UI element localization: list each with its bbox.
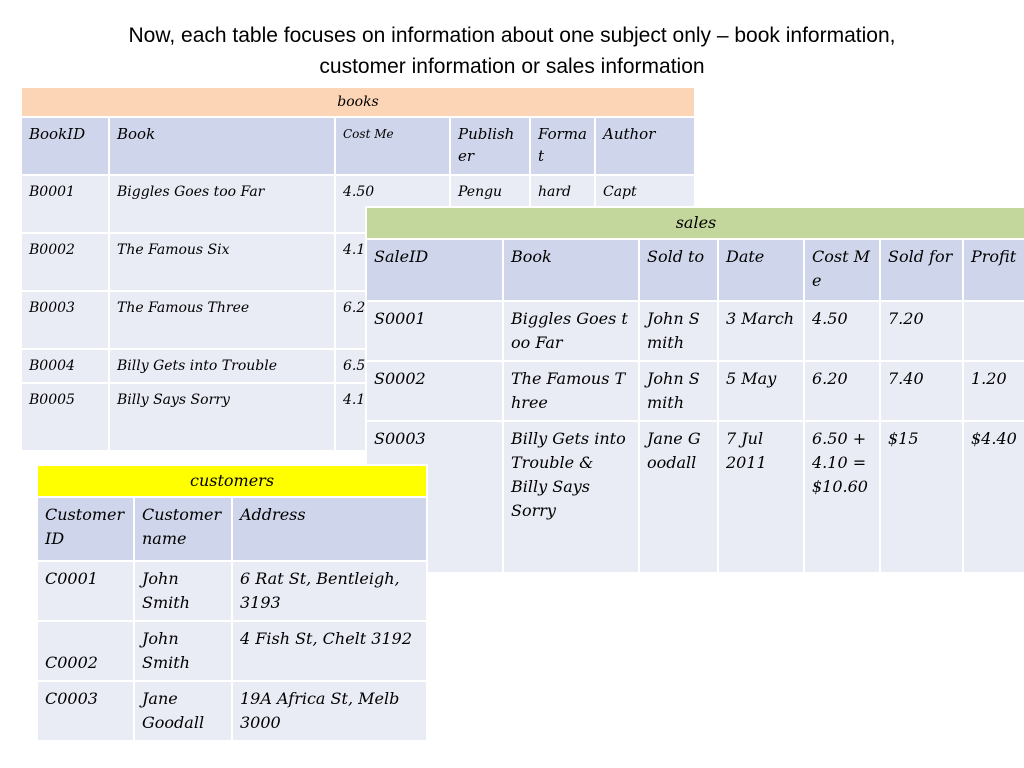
books-header-cell: Cost Me [335, 117, 450, 175]
sales-header-cell: Sold for [880, 239, 963, 301]
sales-cell: Jane Goodall [639, 421, 718, 573]
books-cell: B0001 [21, 175, 109, 233]
sales-header-cell: SaleID [366, 239, 503, 301]
sales-cell: 6.50 + 4.10 = $10.60 [804, 421, 880, 573]
sales-header-cell: Book [503, 239, 639, 301]
books-cell: 4.1 [335, 383, 450, 451]
sales-cell: 6.20 [804, 361, 880, 421]
sales-cell [963, 301, 1024, 361]
books-cell: Biggles Goes too Far [109, 175, 335, 233]
customers-cell: 4 Fish St, Chelt 3192 [232, 621, 427, 681]
books-cell: The Famous Three [109, 291, 335, 349]
books-cell: Billy Gets into Trouble [109, 349, 335, 383]
sales-cell: $4.40 [963, 421, 1024, 573]
customers-cell: C0003 [37, 681, 134, 741]
books-header-cell: BookID [21, 117, 109, 175]
customers-cell: 6 Rat St, Bentleigh, 3193 [232, 561, 427, 621]
books-cell: 6.5 [335, 349, 450, 383]
customers-cell: C0002 [37, 621, 134, 681]
books-cell: B0004 [21, 349, 109, 383]
books-caption: books [21, 87, 695, 117]
customers-table [36, 464, 428, 742]
books-header-cell: Author [595, 117, 695, 175]
books-header-cell: Publisher [450, 117, 530, 175]
books-header-cell: Format [530, 117, 595, 175]
customers-caption: customers [37, 465, 427, 497]
sales-header-cell: Sold to [639, 239, 718, 301]
sales-cell: S0001 [366, 301, 503, 361]
sales-row [366, 361, 1024, 421]
sales-row [366, 301, 1024, 361]
sales-header-cell: Cost Me [804, 239, 880, 301]
sales-cell: 7 Jul 2011 [718, 421, 804, 573]
books-cell: The Famous Six [109, 233, 335, 291]
books-cell: 4.50 [335, 175, 450, 233]
sales-cell: 3 March [718, 301, 804, 361]
customers-header-cell: Customer name [134, 497, 232, 561]
sales-header-row [366, 239, 1024, 301]
sales-cell: 1.20 [963, 361, 1024, 421]
customers-cell: John Smith [134, 621, 232, 681]
sales-cell: 5 May [718, 361, 804, 421]
customers-cell: C0001 [37, 561, 134, 621]
sales-table [365, 206, 1024, 574]
books-cell: hard [530, 175, 595, 233]
customers-header-row [37, 497, 427, 561]
books-cell: B0002 [21, 233, 109, 291]
books-header-row [21, 117, 695, 175]
customers-row [37, 681, 427, 741]
sales-cell: Biggles Goes too Far [503, 301, 639, 361]
customers-row [37, 561, 427, 621]
books-cell: Capt [595, 175, 695, 233]
customers-header-cell: Address [232, 497, 427, 561]
customers-header-cell: Customer ID [37, 497, 134, 561]
customers-row [37, 621, 427, 681]
books-cell: B0005 [21, 383, 109, 451]
sales-row [366, 421, 1024, 573]
books-header-cell: Book [109, 117, 335, 175]
sales-cell: $15 [880, 421, 963, 573]
books-cell: Billy Says Sorry [109, 383, 335, 451]
sales-header-cell: Profit [963, 239, 1024, 301]
slide-title-line-2: customer information or sales information [319, 55, 705, 78]
books-cell: 4.1 [335, 233, 450, 291]
customers-cell: John Smith [134, 561, 232, 621]
customers-cell: Jane Goodall [134, 681, 232, 741]
books-cell: 6.2 [335, 291, 450, 349]
sales-cell: 7.40 [880, 361, 963, 421]
slide-title [0, 20, 1024, 82]
sales-cell: John Smith [639, 361, 718, 421]
sales-caption: sales [366, 207, 1024, 239]
books-cell: B0003 [21, 291, 109, 349]
sales-cell: 7.20 [880, 301, 963, 361]
sales-cell: 4.50 [804, 301, 880, 361]
customers-cell: 19A Africa St, Melb 3000 [232, 681, 427, 741]
sales-cell: The Famous Three [503, 361, 639, 421]
sales-cell: S0002 [366, 361, 503, 421]
books-cell: Pengu [450, 175, 530, 233]
sales-cell: S0003 [366, 421, 503, 573]
slide-title-line-1: Now, each table focuses on information about one subject only – book information, [128, 24, 896, 47]
sales-cell: John Smith [639, 301, 718, 361]
sales-cell: Billy Gets into Trouble & Billy Says Sorry [503, 421, 639, 573]
sales-header-cell: Date [718, 239, 804, 301]
